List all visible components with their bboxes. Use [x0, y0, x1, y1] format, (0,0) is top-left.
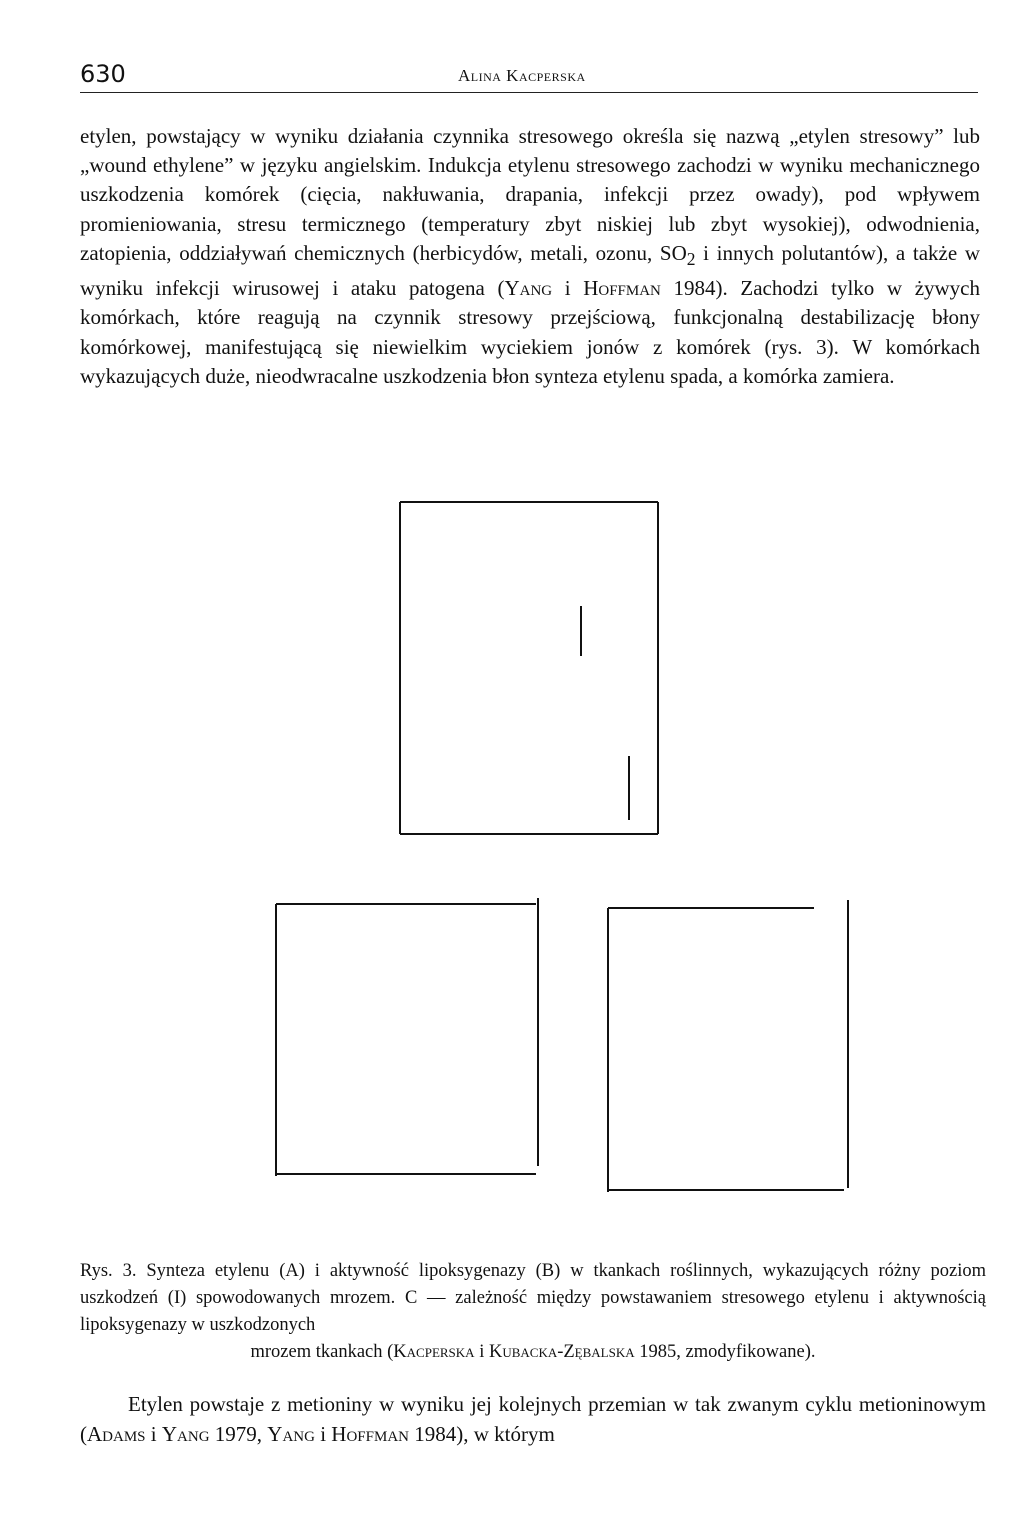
- caption-text: mrozem tkankach (: [250, 1342, 394, 1362]
- paragraph-text: ). Zachodzi tylko w żywych komórkach, które reagują na czynnik stresowy przejściową, funkcjonalną destabilizację błony komórkowej, manifestującą się niewielkim wyciekiem jonów z komórek (rys. 3). W komórkach wykazujących duże, nieodwracalne uszkodzenia błon synteza etylenu spada, a komórka zamiera.: [80, 276, 981, 388]
- citation-year: 1979,: [209, 1422, 268, 1446]
- citation-author: Hoffman: [331, 1422, 409, 1446]
- page-header: [80, 60, 978, 93]
- panel-frame: [272, 896, 544, 1180]
- citation-author: Hoffman: [583, 276, 661, 301]
- page-number: 630: [80, 60, 126, 88]
- paragraph-text: i innych polutantów), a także w wyniku infekcji wirusowej i ataku patogena (: [80, 240, 980, 301]
- citation-and: i: [552, 276, 584, 301]
- citation-and: i: [145, 1422, 162, 1446]
- citation-and: i: [314, 1422, 332, 1446]
- caption-label: Rys. 3.: [80, 1261, 137, 1281]
- citation-author: Yang: [504, 276, 553, 301]
- paragraph-text: Etylen powstaje z metioniny w wyniku jej kolejnych przemian w tak zwanym cyklu metioninowym (: [80, 1392, 986, 1446]
- figure-panel-bottom-left: [272, 896, 544, 1180]
- caption-and: i: [474, 1342, 489, 1362]
- citation-author: Yang: [267, 1422, 315, 1446]
- body-paragraph-1: [80, 122, 980, 391]
- caption-author: Kacperska: [393, 1342, 475, 1362]
- caption-last-line: [80, 1339, 986, 1366]
- running-head-author: Alina Kacperska: [458, 66, 586, 85]
- caption-text: Synteza etylenu (A) i aktywność lipoksygenazy (B) w tkankach roślinnych, wykazujących różny poziom uszkodzeń (I) spowodowanych mrozem. C — zależność między powstawaniem stresowego etylenu i aktywnością lipoksygenazy w uszkodzonych: [80, 1261, 986, 1335]
- citation-year: 1984: [660, 276, 716, 301]
- paragraph-text: etylen, powstający w wyniku działania czynnika stresowego określa się nazwą „etylen stresowy” lub „wound ethylene” w języku angielskim. Indukcja etylenu stresowego zachodzi w wyniku mechanicznego uszkodzenia komórek (cięcia, nakłuwania, drapania, infekcji przez owady), pod wpływem promieniowania, stresu termicznego (temperatury zbyt niskiej lub zbyt wysokiej), odwodnienia, zatopienia, oddziaływań chemicznych (herbicydów, metali, ozonu, SO: [80, 124, 980, 265]
- body-paragraph-2: [80, 1389, 986, 1449]
- figure-panel-bottom-right: [604, 900, 856, 1196]
- panel-frame: [604, 900, 856, 1196]
- figure-caption: [80, 1258, 986, 1366]
- panel-frame: [396, 498, 662, 838]
- figure-panel-top: [396, 498, 662, 838]
- subscript: 2: [686, 249, 696, 269]
- citation-author: Yang: [161, 1422, 210, 1446]
- caption-author: Kubacka-Zębalska: [488, 1342, 635, 1362]
- caption-text: 1985, zmodyfikowane).: [634, 1342, 816, 1362]
- paragraph-text: 1984), w którym: [408, 1422, 555, 1446]
- citation-author: Adams: [87, 1422, 146, 1446]
